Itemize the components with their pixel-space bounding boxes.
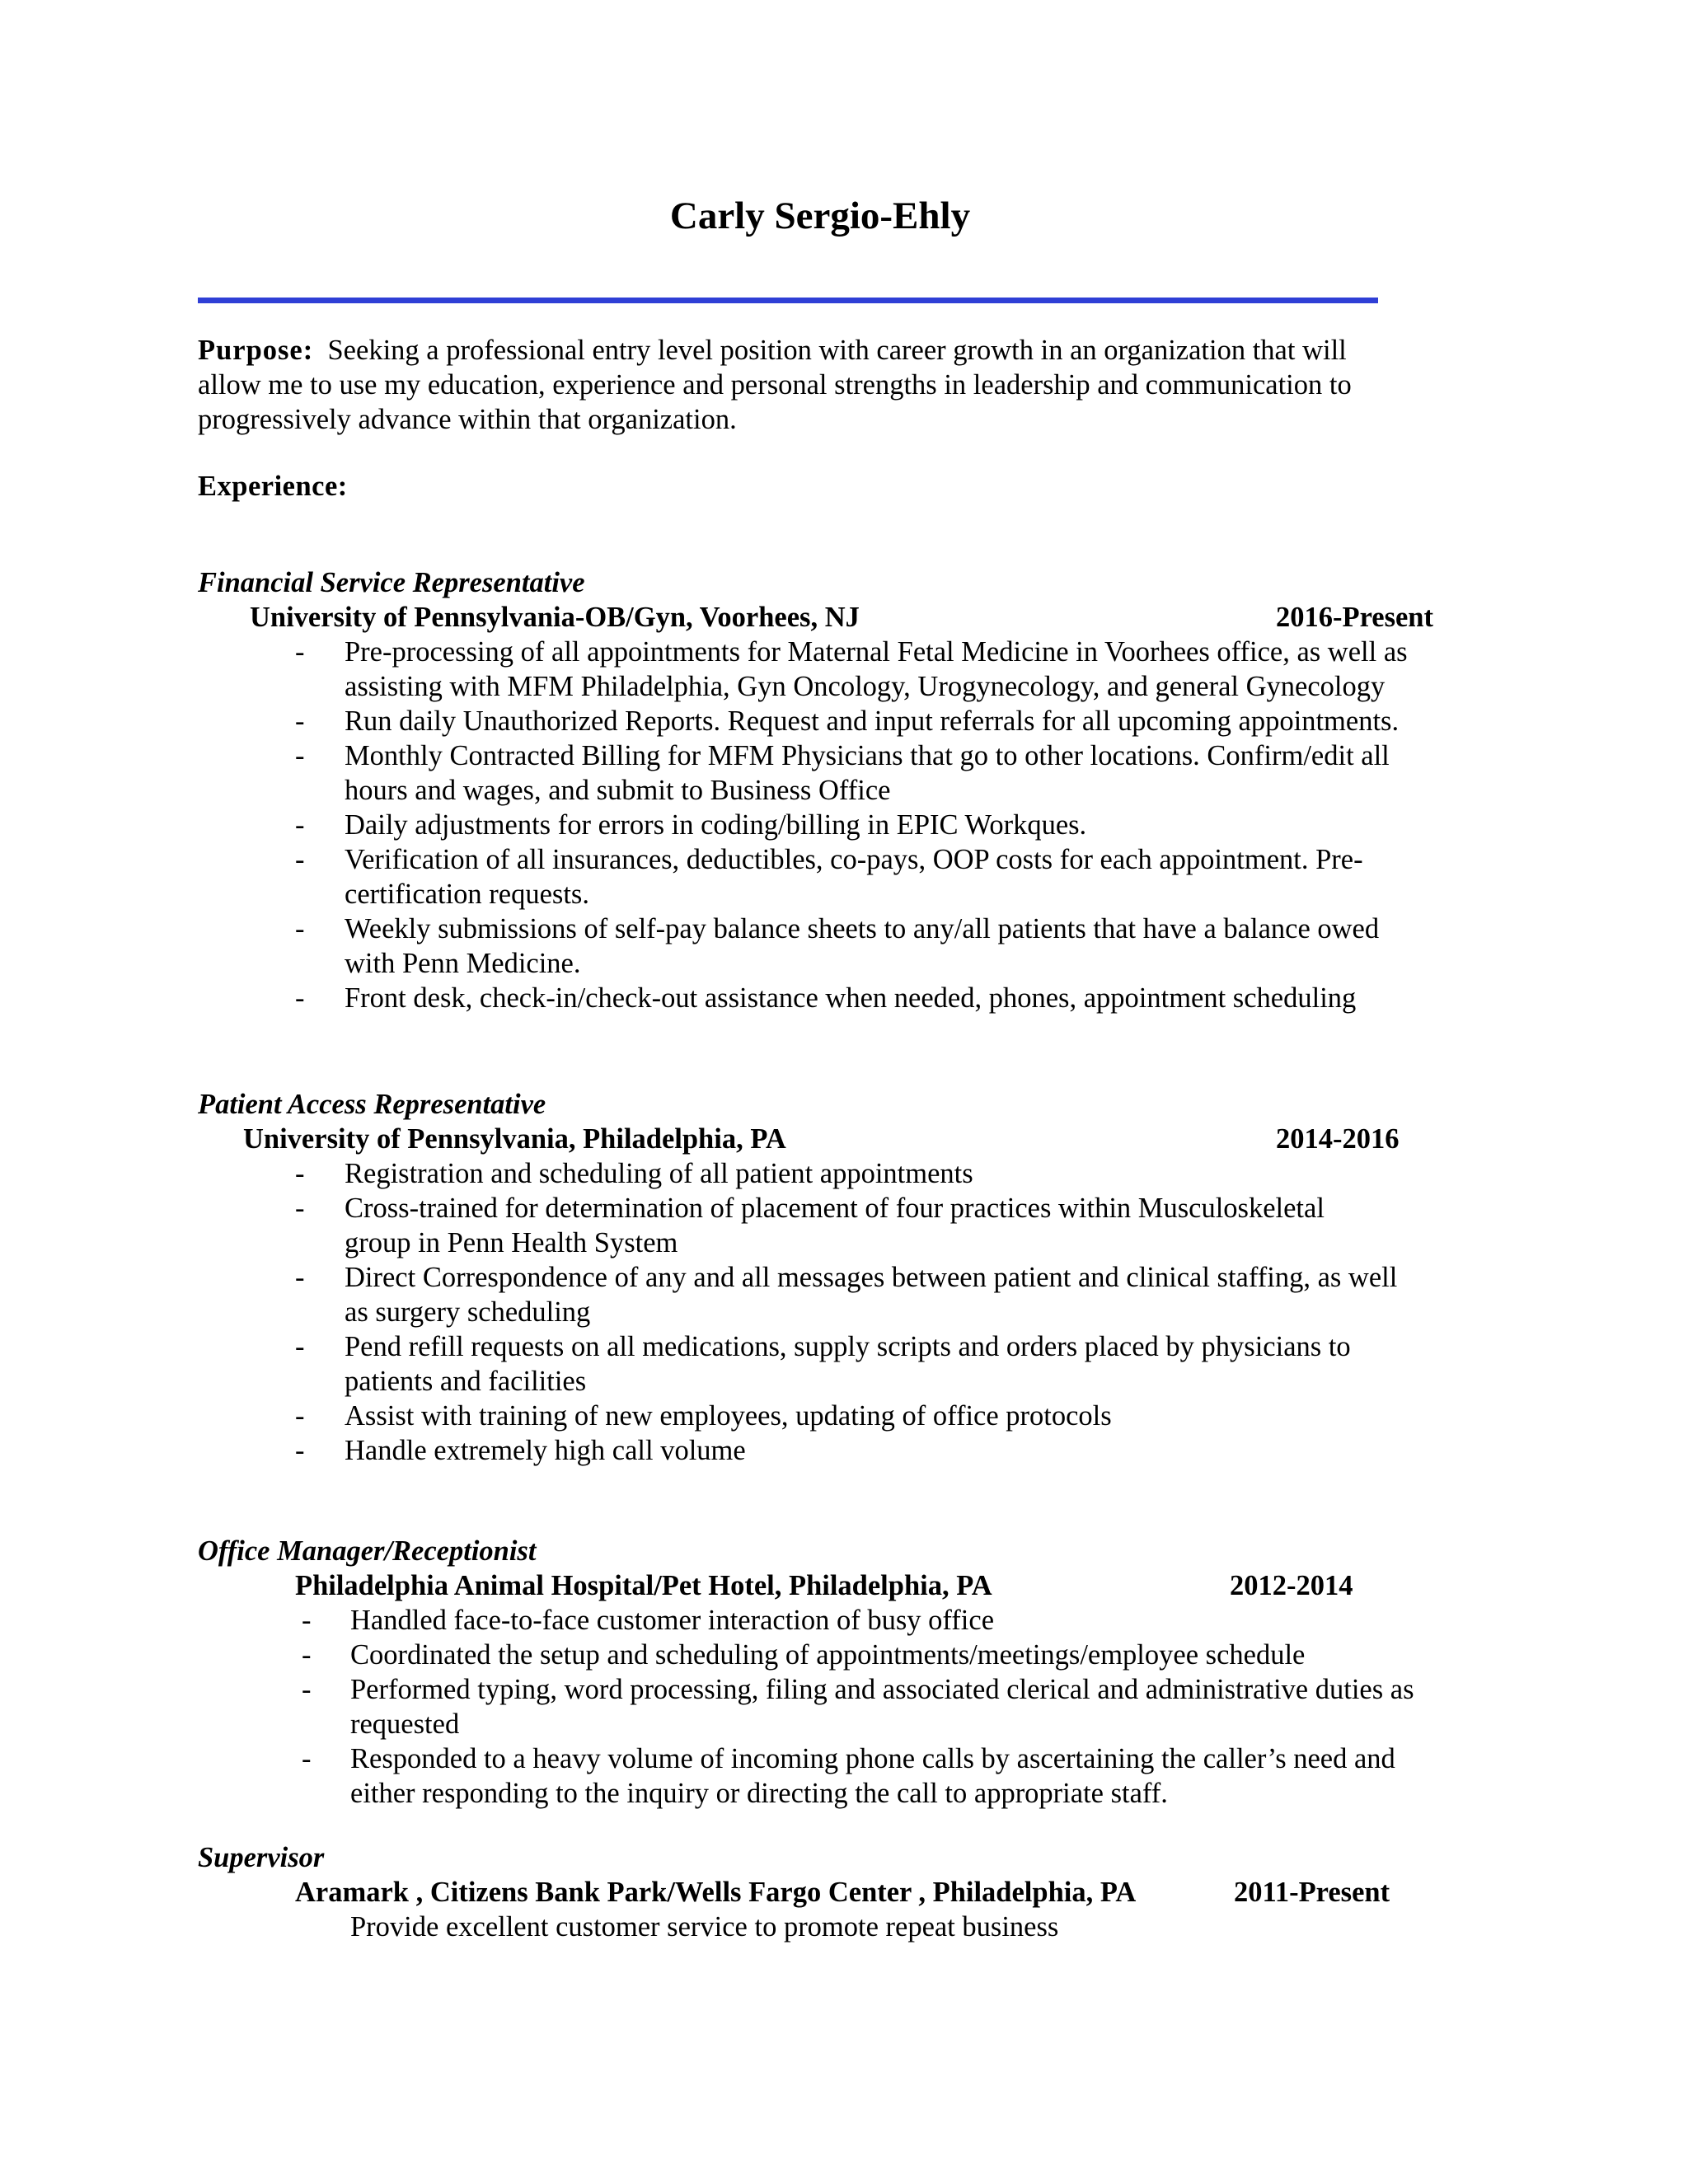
purpose-text: Seeking a professional entry level position with career growth in an organization that will — [327, 335, 1347, 366]
purpose-line-3: progressively advance within that organization. — [198, 404, 737, 435]
list-item: - Responded to a heavy volume of incoming phone calls by ascertaining the caller’s need and either responding to the inquiry or directing the call to appropriate staff. — [302, 1743, 1395, 1809]
purpose-line-2: allow me to use my education, experience and personal strengths in leadership and communication to — [198, 369, 1352, 401]
experience-heading: Experience: — [198, 471, 348, 502]
list-item: - Verification of all insurances, deductibles, co-pays, OOP costs for each appointment. Pre- certification requests. — [295, 844, 1363, 910]
list-item: - Assist with training of new employees, updating of office protocols — [295, 1400, 1112, 1432]
list-item: - Monthly Contracted Billing for MFM Physicians that go to other locations. Confirm/edit all hours and wages, and submit to Business Office — [295, 740, 1390, 806]
list-item: - Coordinated the setup and scheduling of appointments/meetings/employee schedule — [302, 1639, 1306, 1671]
job-organization: University of Pennsylvania-OB/Gyn, Voorhees, NJ — [250, 602, 860, 633]
purpose-section — [198, 333, 1484, 437]
job-dates: 2012-2014 — [1230, 1570, 1353, 1601]
job-organization: University of Pennsylvania, Philadelphia, PA — [243, 1123, 786, 1155]
job-title: Patient Access Representative — [198, 1089, 546, 1120]
list-item: - Weekly submissions of self-pay balance sheets to any/all patients that have a balance owed with Penn Medicine. — [295, 913, 1380, 979]
purpose-line-1 — [198, 333, 1484, 368]
job-dates: 2016-Present — [1276, 602, 1433, 633]
list-item: - Pend refill requests on all medications, supply scripts and orders placed by physicians to patients and facilities — [295, 1331, 1351, 1397]
header-rule — [198, 298, 1378, 303]
job-description: Provide excellent customer service to promote repeat business — [350, 1911, 1059, 1943]
job-title: Supervisor — [198, 1842, 325, 1873]
list-item: - Cross-trained for determination of placement of four practices within Musculoskeletal group in Penn Health System — [295, 1193, 1325, 1258]
job-title: Office Manager/Receptionist — [198, 1535, 537, 1567]
list-item: - Front desk, check-in/check-out assistance when needed, phones, appointment scheduling — [295, 982, 1357, 1014]
list-item: - Pre-processing of all appointments for Maternal Fetal Medicine in Voorhees office, as well as assisting with MFM Philadelphia, Gyn Oncology, Urogynecology, and general Gynecology — [295, 636, 1408, 702]
job-organization: Aramark , Citizens Bank Park/Wells Fargo Center , Philadelphia, PA — [295, 1877, 1137, 1908]
job-bullets — [295, 1156, 1397, 1468]
job-bullets — [295, 635, 1408, 1015]
list-item: - Performed typing, word processing, filing and associated clerical and administrative duties as requested — [302, 1674, 1414, 1740]
list-item: - Direct Correspondence of any and all messages between patient and clinical staffing, as well as surgery scheduling — [295, 1262, 1398, 1328]
job-bullets — [302, 1603, 1414, 1811]
list-item: - Handled face-to-face customer interaction of busy office — [302, 1605, 995, 1636]
applicant-name: Carly Sergio-Ehly — [669, 194, 971, 237]
job-title: Financial Service Representative — [198, 567, 585, 598]
list-item: - Handle extremely high call volume — [295, 1435, 746, 1466]
list-item: - Registration and scheduling of all patient appointments — [295, 1158, 973, 1189]
job-dates: 2011-Present — [1234, 1877, 1390, 1908]
list-item: - Daily adjustments for errors in coding/billing in EPIC Workques. — [295, 809, 1087, 841]
job-organization: Philadelphia Animal Hospital/Pet Hotel, Philadelphia, PA — [295, 1570, 992, 1601]
purpose-label: Purpose: — [198, 335, 314, 366]
list-item: - Run daily Unauthorized Reports. Request and input referrals for all upcoming appointments. — [295, 705, 1400, 737]
job-dates: 2014-2016 — [1276, 1123, 1400, 1155]
